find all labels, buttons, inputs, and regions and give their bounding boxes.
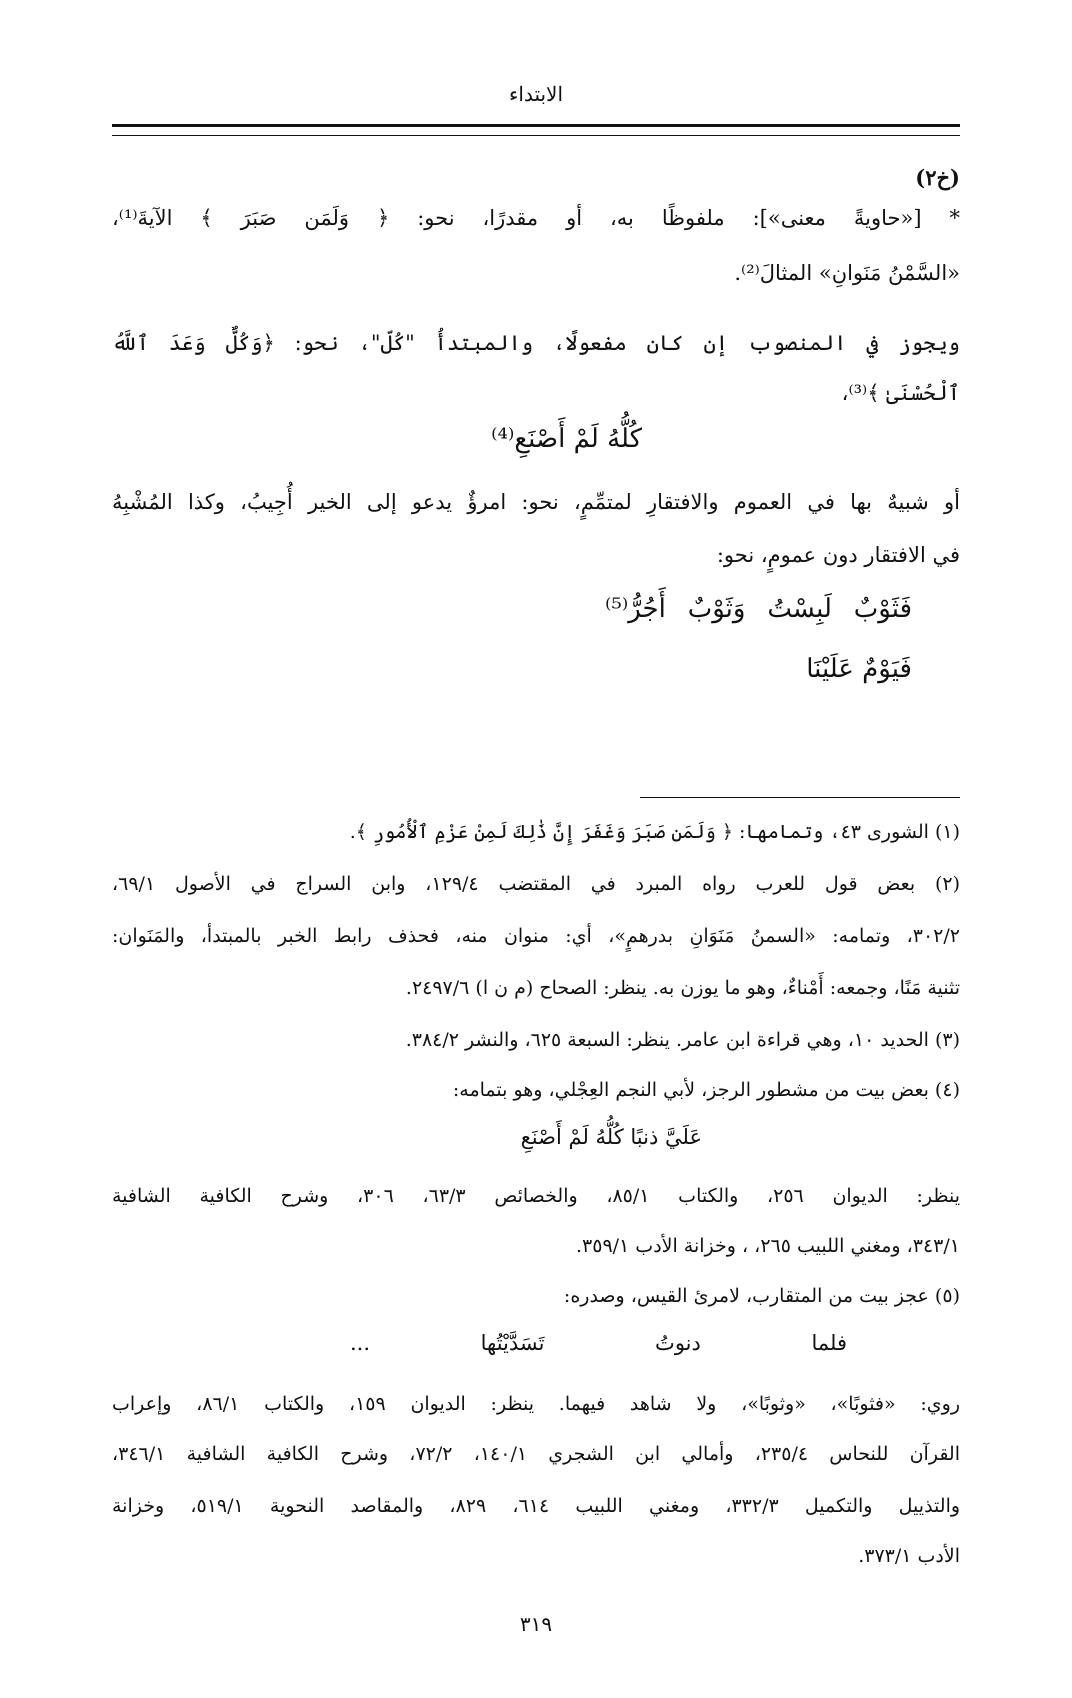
section-marker: (خ٢) <box>915 165 960 190</box>
footnote-1: (١) الشورى ٤٣، وتمامها: ﴿ وَلَمَن صَبَرَ وَغَفَرَ إِنَّ ذَٰلِكَ لَمِنْ عَزْمِ ٱلْأُمُورِ ﴾. <box>349 821 960 843</box>
page-number: ٣١٩ <box>519 1612 553 1636</box>
footnote-2-line-2: ٣٠٢/٢، وتمامه: «السمنُ مَنَوَانِ بدرهمٍ»، أي: منوان منه، فحذف رابط الخبر بالمبتدأ، والمَنَوان: <box>112 925 960 947</box>
verse-1: كُلُّهُ لَمْ أَصْنَعِ⁽⁴⁾ <box>491 424 642 454</box>
footnote-2-line-3: تثنية مَنًا، وجمعه: أَمْناءٌ، وهو ما يوزن به. ينظر: الصحاح (م ن ا) ٢٤٩٧/٦. <box>405 977 960 999</box>
footnote-2-line-1: (٢) بعض قول للعرب رواه المبرد في المقتضب ١٢٩/٤، وابن السراج في الأصول ٦٩/١، <box>112 873 960 895</box>
footnote-5-line-5: الأدب ٣٧٣/١. <box>858 1545 960 1567</box>
body-line-3: ويجوز في المنصوب إن كان مفعولًا، والمبتدأُ "كُلّ"، نحو: ﴿وَكُلٌّ وَعَدَ ٱللَّهُ <box>112 331 960 355</box>
body-line-5: أو شبيهٌ بها في العموم والافتقارِ لمتمِّمٍ، نحو: امرؤٌ يدعو إلى الخير أُجِيبُ، وكذا المُشْبِهُ <box>112 490 960 514</box>
body-line-2: «السَّمْنُ مَنَوانِ» المثالَ⁽²⁾. <box>734 261 960 285</box>
footnote-4-line-3: ٣٤٣/١، ومغني اللبيب ٢٦٥، ، وخزانة الأدب ٣٥٩/١. <box>575 1235 960 1257</box>
running-header: الابتداء <box>508 82 564 106</box>
body-line-1: * [«حاويةً معنى»]: ملفوظًا به، أو مقدرًا، نحو: ﴿ وَلَمَن صَبَرَ ﴾ الآيةَ⁽¹⁾، <box>112 206 960 230</box>
header-rule-thin <box>112 135 960 136</box>
footnote-4-line-1: (٤) بعض بيت من مشطور الرجز، لأبي النجم العِجْلي، وهو بتمامه: <box>452 1079 960 1101</box>
footnote-5-verse: فلما دنوتُ تَسَدَّيْتُها ... <box>350 1331 847 1355</box>
header-rule-thick <box>112 124 960 127</box>
footnote-4-verse: عَلَيَّ ذنبًا كُلُّهُ لَمْ أَصْنَعِ <box>520 1125 702 1149</box>
footnote-4-line-2: ينظر: الديوان ٢٥٦، والكتاب ٨٥/١، والخصائص ٦٣/٣، ٣٠٦، وشرح الكافية الشافية <box>112 1185 960 1207</box>
footnote-5-line-2: روي: «فثوبًا»، «وثوبًا»، ولا شاهد فيهما. ينظر: الديوان ١٥٩، والكتاب ٨٦/١، وإعراب <box>112 1393 960 1415</box>
verse-2-first-hemistich: فَثَوْبٌ لَبِسْتُ وَثَوْبٌ أَجُرُّ⁽⁵⁾ <box>605 594 912 624</box>
body-line-4: ٱلْحُسْنَىٰ ﴾⁽³⁾، <box>841 381 960 405</box>
footnote-5-line-1: (٥) عجز بيت من المتقارب، لامرئ القيس، وصدره: <box>563 1285 960 1307</box>
footnote-5-line-4: والتذييل والتكميل ٣٣٢/٣، ومغني اللبيب ٦١٤، ٨٢٩، والمقاصد النحوية ٥١٩/١، وخزانة <box>112 1495 961 1517</box>
verse-2-second-hemistich: فَيَوْمٌ عَلَيْنَا <box>806 654 912 684</box>
body-line-6: في الافتقار دون عمومٍ، نحو: <box>716 543 960 567</box>
footnote-separator <box>640 797 960 798</box>
footnote-3: (٣) الحديد ١٠، وهي قراءة ابن عامر. ينظر: السبعة ٦٢٥، والنشر ٣٨٤/٢. <box>405 1029 960 1051</box>
footnote-5-line-3: القرآن للنحاس ٢٣٥/٤، وأمالي ابن الشجري ١٤٠/١، ٧٢/٢، وشرح الكافية الشافية ٣٤٦/١، <box>112 1443 960 1465</box>
